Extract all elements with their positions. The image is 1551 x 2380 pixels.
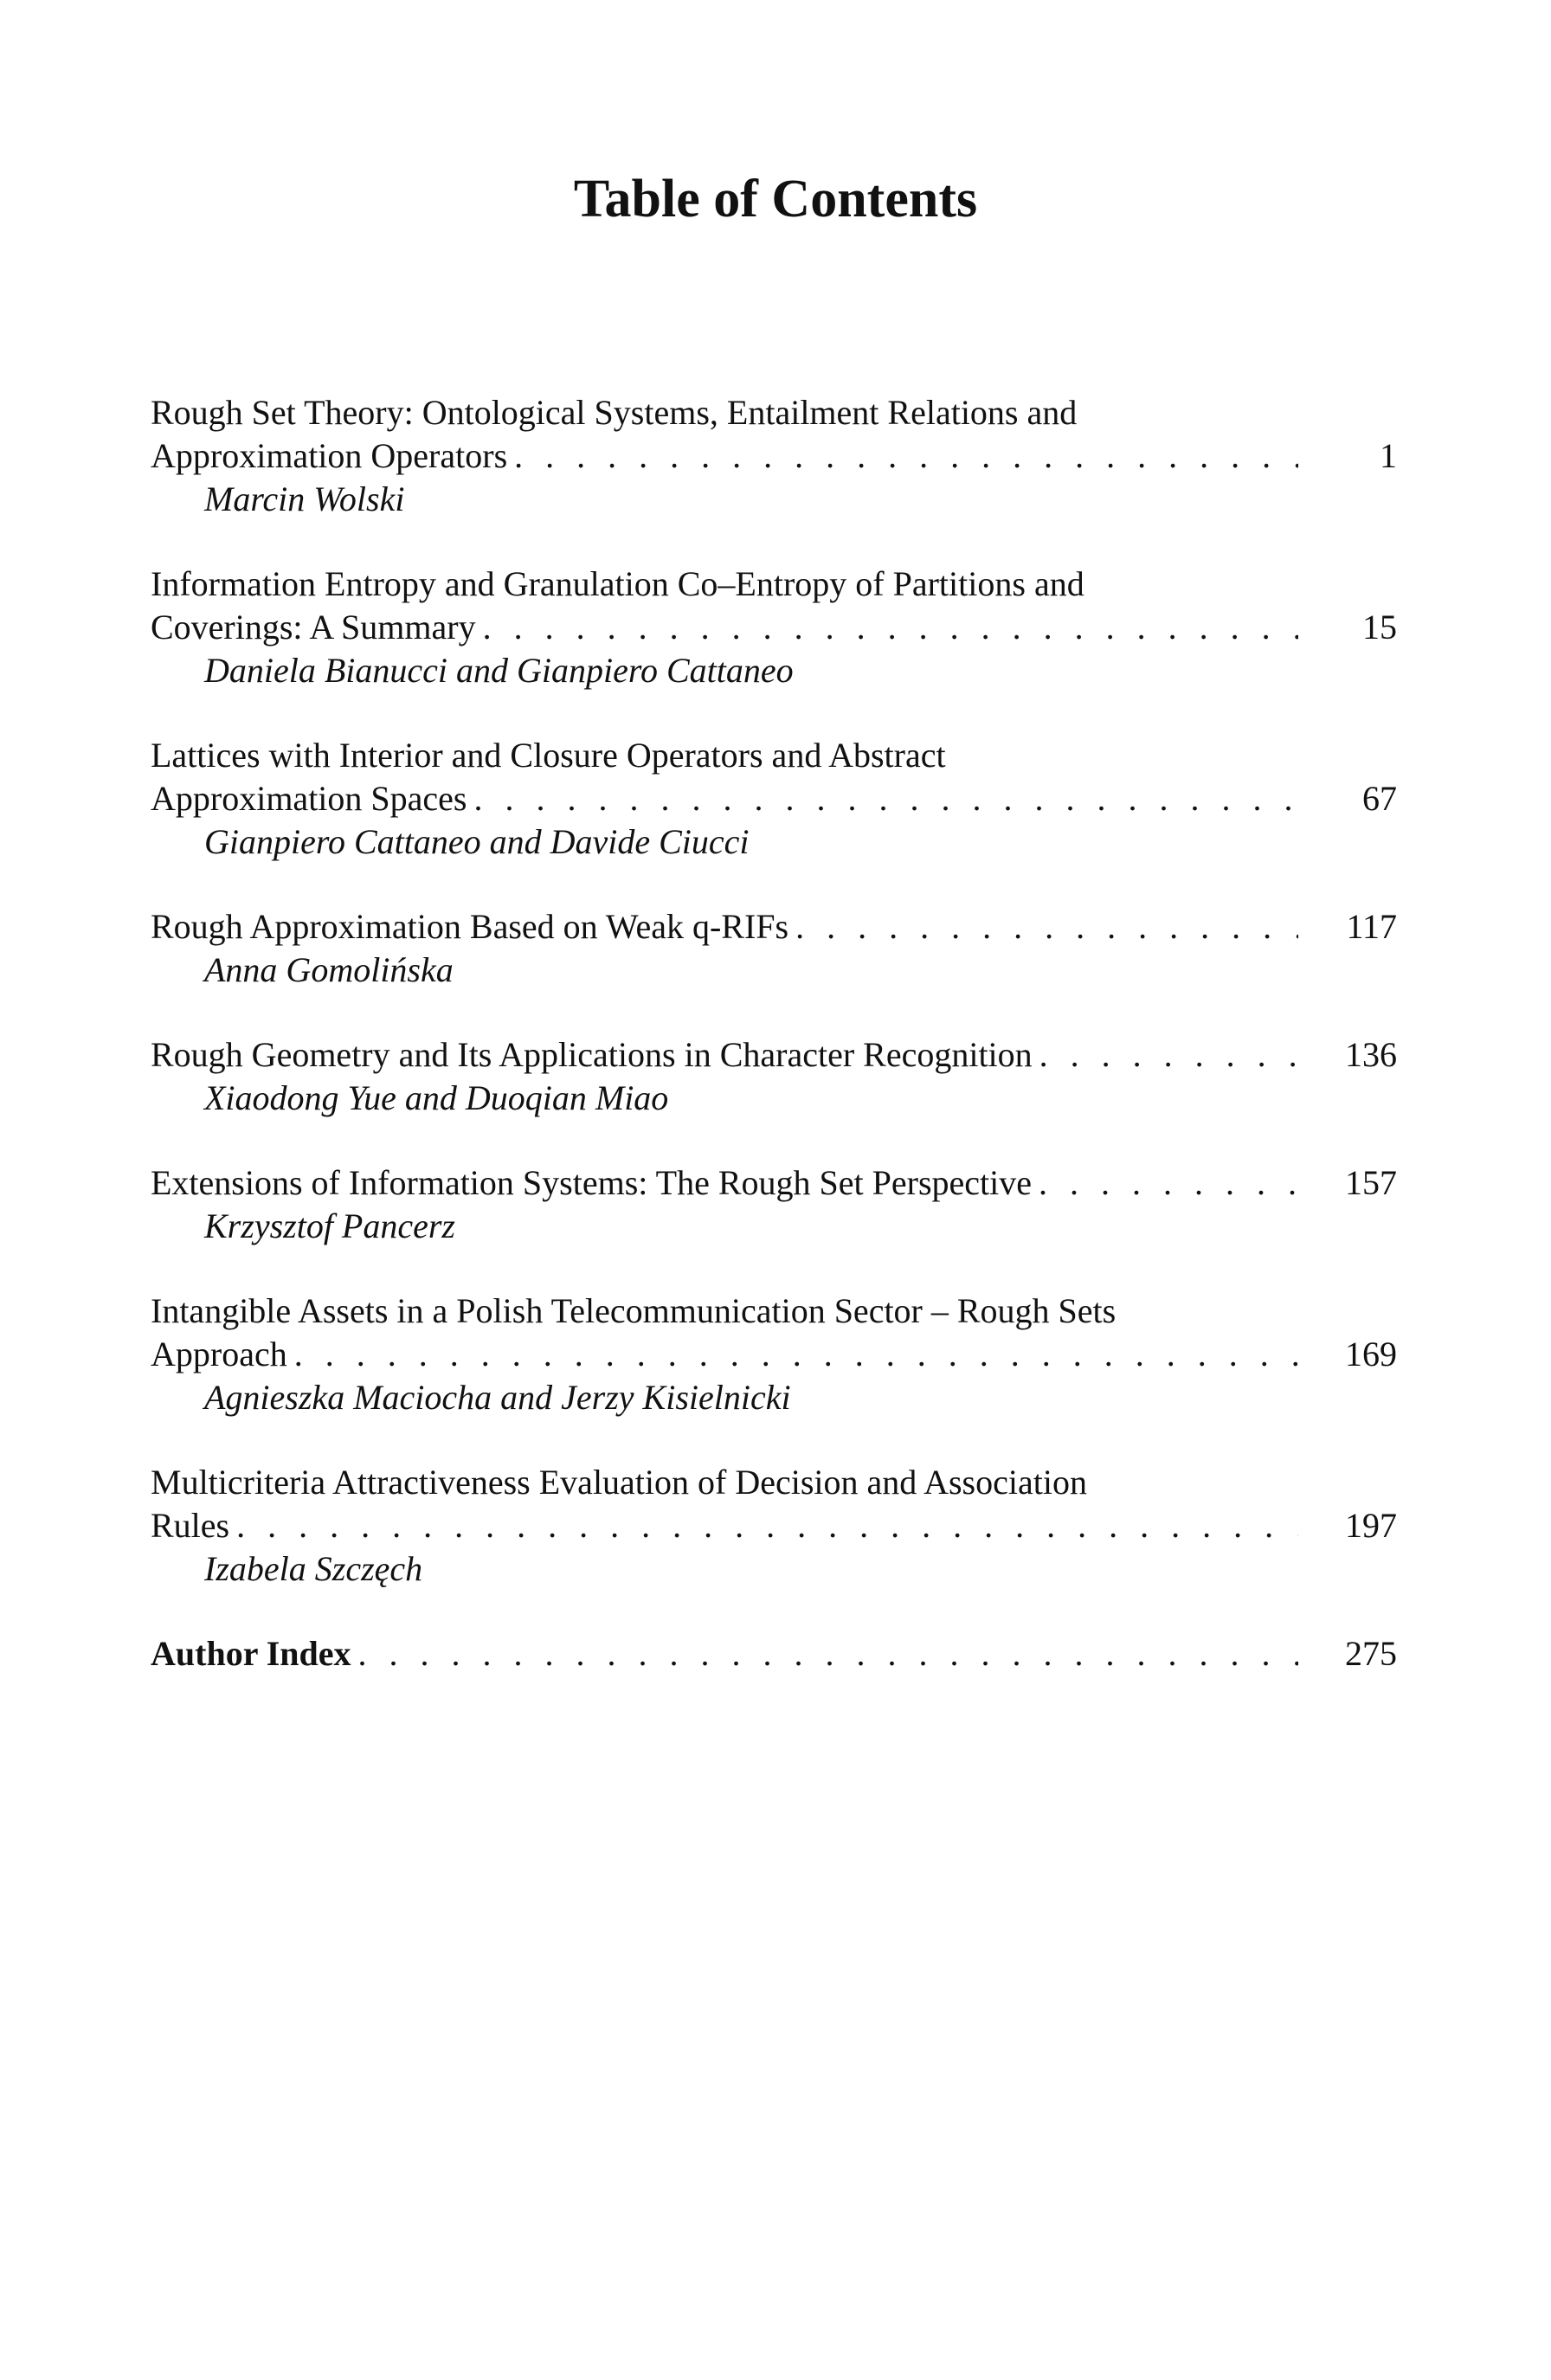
entry-title-line: Rough Set Theory: Ontological Systems, Entailment Relations and: [151, 393, 1078, 432]
dot-leader: [1039, 1033, 1298, 1077]
page-number: 169: [1345, 1335, 1397, 1373]
page-number: 136: [1345, 1035, 1397, 1074]
entry-title-end: Rules: [151, 1506, 230, 1545]
dot-leader: [795, 905, 1298, 949]
entry-authors: Daniela Bianucci and Gianpiero Cattaneo: [204, 651, 794, 690]
dot-leader: [358, 1632, 1298, 1676]
dot-leader: [474, 777, 1299, 820]
dot-leader: [294, 1333, 1298, 1376]
entry-authors: Anna Gomolińska: [204, 950, 454, 989]
toc-entry[interactable]: [151, 391, 1397, 521]
entry-title-row: [151, 777, 1397, 820]
entry-title-end: Approach: [151, 1335, 287, 1373]
dot-leader: [514, 434, 1298, 478]
toc-entry[interactable]: [151, 905, 1397, 992]
entry-authors: Gianpiero Cattaneo and Davide Ciucci: [204, 822, 750, 861]
entry-title-end: Rough Approximation Based on Weak q-RIFs: [151, 907, 789, 946]
toc-list: [151, 391, 1397, 1717]
entry-authors: Izabela Szczęch: [204, 1549, 423, 1588]
author-index-row: [151, 1632, 1397, 1676]
toc-entry[interactable]: [151, 1161, 1397, 1248]
entry-title-end: Coverings: A Summary: [151, 608, 476, 646]
dot-leader: [1039, 1161, 1298, 1205]
entry-title-end: Approximation Spaces: [151, 779, 467, 818]
entry-title-line: Information Entropy and Granulation Co–Entropy of Partitions and: [151, 564, 1084, 603]
entry-authors: Agnieszka Maciocha and Jerzy Kisielnicki: [204, 1378, 791, 1417]
toc-entry[interactable]: [151, 563, 1397, 692]
entry-title-end: Approximation Operators: [151, 436, 508, 475]
page-number: 157: [1345, 1163, 1397, 1202]
toc-entry[interactable]: [151, 1290, 1397, 1419]
entry-title-row: [151, 1161, 1397, 1205]
entry-title-row: [151, 434, 1397, 478]
entry-title-end: Rough Geometry and Its Applications in Character Recognition: [151, 1035, 1033, 1074]
page-title: Table of Contents: [573, 170, 978, 228]
page-number: 197: [1345, 1506, 1397, 1545]
toc-entry[interactable]: [151, 1033, 1397, 1120]
page-number: 1: [1380, 436, 1397, 475]
toc-entry[interactable]: [151, 1461, 1397, 1591]
entry-title-row: [151, 1504, 1397, 1547]
author-index-entry[interactable]: [151, 1632, 1397, 1676]
entry-title-row: [151, 1333, 1397, 1376]
entry-authors: Xiaodong Yue and Duoqian Miao: [204, 1078, 669, 1117]
entry-title-line: Lattices with Interior and Closure Operators and Abstract: [151, 736, 946, 775]
dot-leader: [483, 606, 1298, 649]
dot-leader: [236, 1504, 1298, 1547]
page-number: 15: [1362, 608, 1397, 646]
entry-authors: Krzysztof Pancerz: [204, 1206, 455, 1245]
entry-title-row: [151, 905, 1397, 949]
page-number: 67: [1362, 779, 1397, 818]
entry-title-line: Intangible Assets in a Polish Telecommunication Sector – Rough Sets: [151, 1291, 1117, 1330]
entry-title-row: [151, 606, 1397, 649]
entry-authors: Marcin Wolski: [204, 479, 405, 518]
page-number: 117: [1346, 907, 1397, 946]
toc-entry[interactable]: [151, 734, 1397, 864]
author-index-label: Author Index: [151, 1634, 351, 1673]
entry-title-end: Extensions of Information Systems: The Rough Set Perspective: [151, 1163, 1033, 1202]
entry-title-line: Multicriteria Attractiveness Evaluation of Decision and Association: [151, 1463, 1087, 1502]
entry-title-row: [151, 1033, 1397, 1077]
page-number: 275: [1345, 1634, 1397, 1673]
